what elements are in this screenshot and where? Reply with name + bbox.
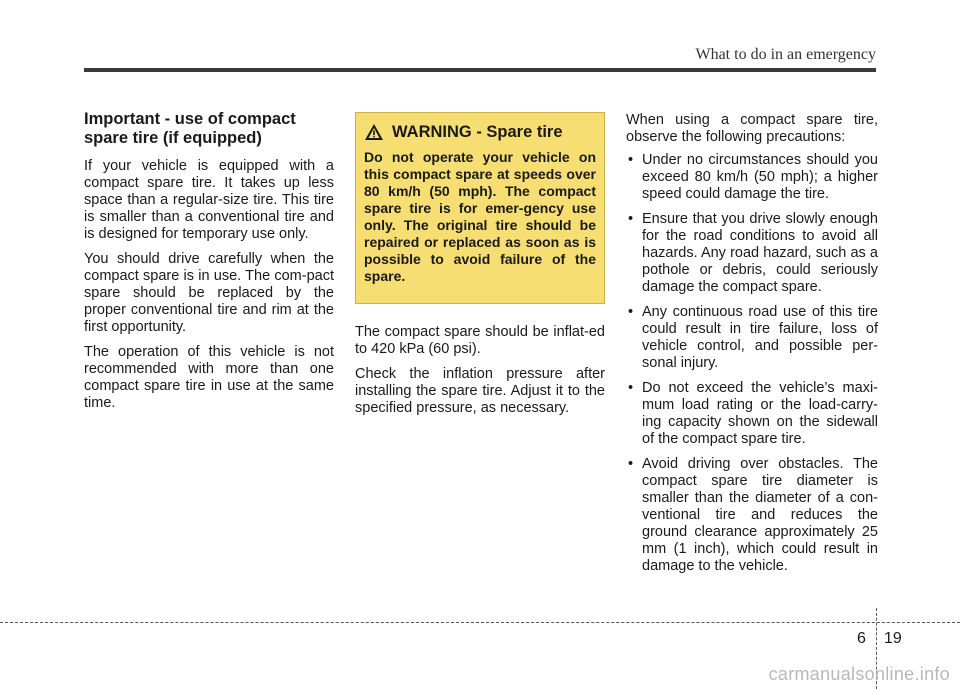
column-left	[84, 110, 334, 420]
page-number: 19	[884, 630, 902, 647]
paragraph: When using a compact spare tire, observe the following precautions:	[626, 112, 878, 145]
watermark: carmanualsonline.info	[768, 664, 950, 684]
warning-body: Do not operate your vehicle on this compact spare at speeds over 80 km/h (50 mph). The compact spare tire is for emer-gency use only. The original tire should be repaired or replaced as soon as is possible to avoid failure of the spare.	[364, 149, 596, 284]
warning-box	[355, 112, 605, 304]
list-item: • Any continuous road use of this tire could result in tire failure, loss of vehicle control, and possible per-sonal injury.	[626, 304, 878, 372]
list-item: • Avoid driving over obstacles. The compact spare tire diameter is smaller than the diameter of a con-ventional tire and reduces the ground clearance approximately 25 mm (1 inch), which could result in damage to the vehicle.	[626, 456, 878, 575]
column-middle	[355, 112, 605, 425]
warning-title	[364, 123, 596, 141]
paragraph: If your vehicle is equipped with a compact spare tire. It takes up less space than a regular-size tire. This tire is smaller than a conventional tire and is designed for temporary use only.	[84, 158, 334, 242]
section-title: What to do in an emergency	[695, 46, 876, 63]
footer-divider	[0, 622, 960, 623]
paragraph: The operation of this vehicle is not recommended with more than one compact spare tire in use at the same time.	[84, 344, 334, 411]
list-item: • Under no circumstances should you exceed 80 km/h (50 mph); a higher speed could damage the tire.	[626, 152, 878, 203]
paragraph: The compact spare should be inflat-ed to 420 kPa (60 psi).	[355, 324, 605, 357]
list-item: • Ensure that you drive slowly enough for the road conditions to avoid all hazards. Any road hazard, such as a pothole or debris, could seriously damage the compact spare.	[626, 211, 878, 296]
header-rule	[84, 68, 876, 72]
section-heading: Important - use of compact spare tire (if equipped)	[84, 110, 296, 147]
paragraph: Check the inflation pressure after installing the spare tire. Adjust it to the specified pressure, as necessary.	[355, 366, 605, 416]
warning-title-text: WARNING - Spare tire	[392, 122, 563, 141]
warning-triangle-icon	[364, 123, 384, 141]
list-item: • Do not exceed the vehicle’s maxi-mum load rating or the load-carry-ing capacity shown on the sidewall of the compact spare tire.	[626, 380, 878, 448]
paragraph: You should drive carefully when the compact spare is in use. The com-pact spare should be replaced by the proper conventional tire and rim at the first opportunity.	[84, 251, 334, 335]
column-right	[626, 112, 878, 583]
precautions-list	[626, 152, 878, 575]
chapter-number: 6	[857, 630, 866, 647]
